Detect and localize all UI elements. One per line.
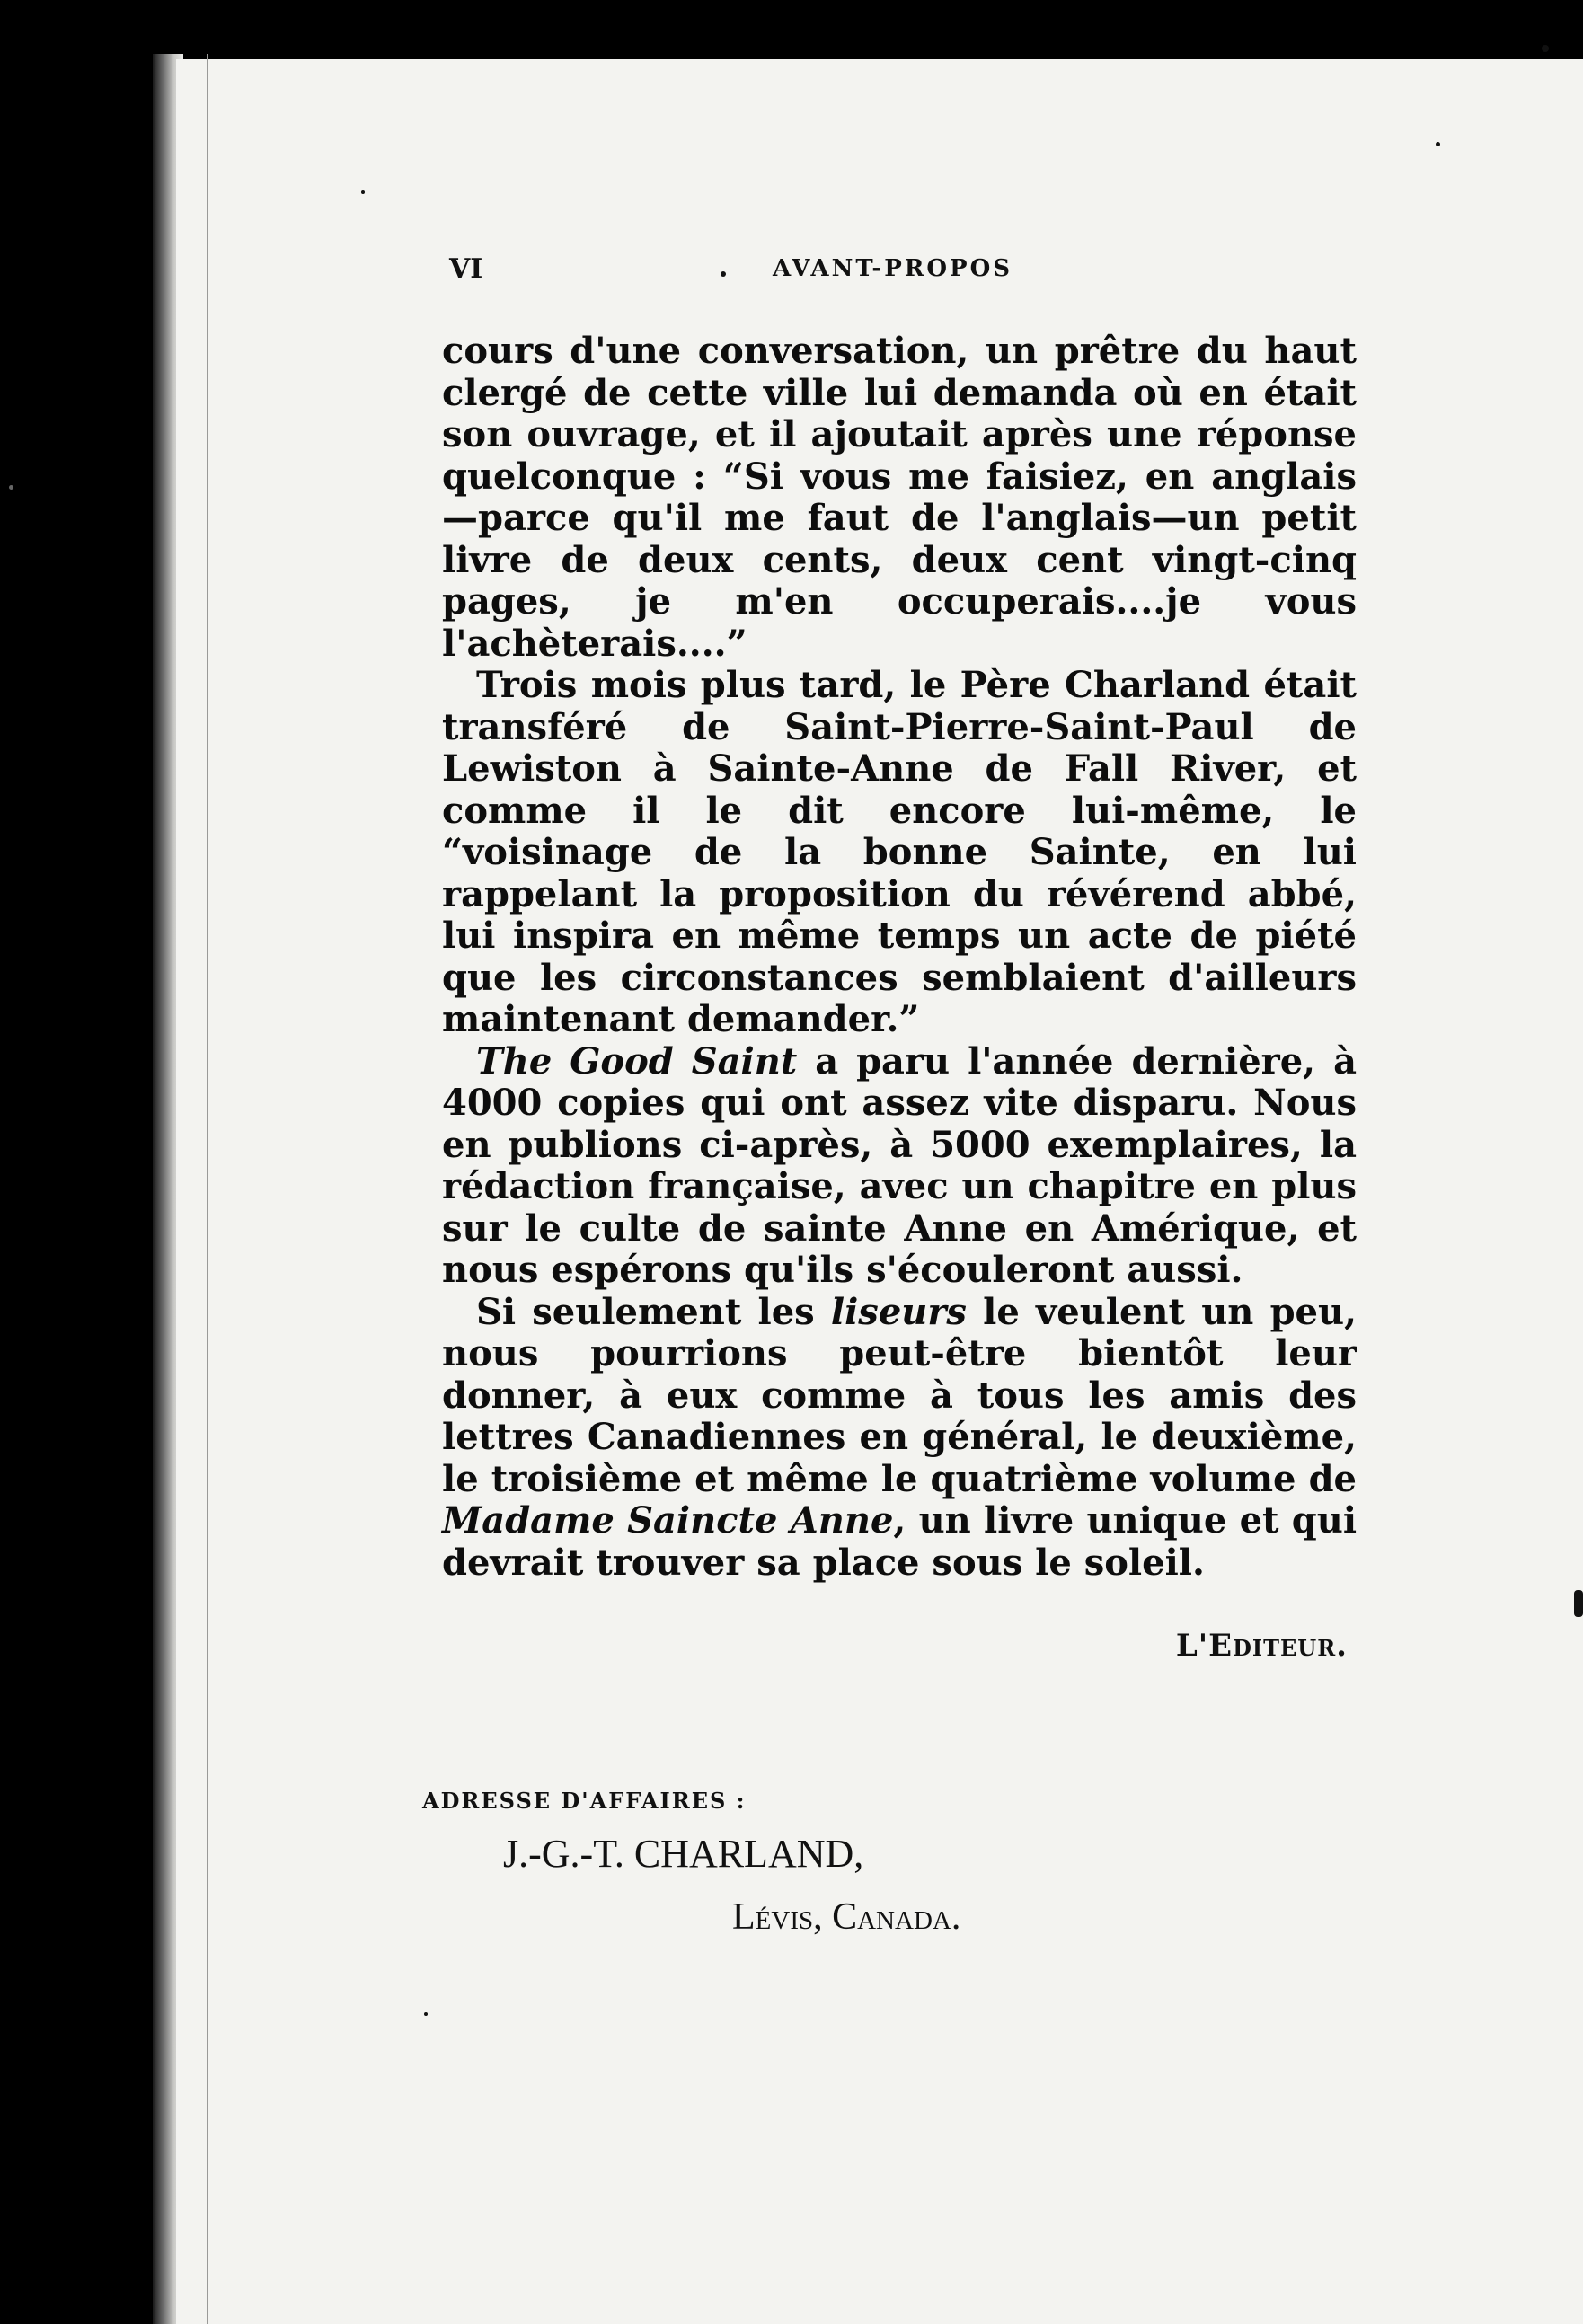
- paragraph-3-text: a paru l'année dernière, à 4000 copies qui ont assez vite disparu. Nous en publions ci-après, à 5000 exemplaires, la rédaction française, avec un chapitre en plus sur le culte de sainte Anne en Amérique, et nous espérons qu'ils s'écouleront aussi.: [442, 1039, 1357, 1291]
- paragraph-4-middle: le veulent un peu, nous pourrions peut-être bientôt leur donner, à eux comme à tous les amis des lettres Canadiennes en général, le deuxième, le troisième et même le quatrième volume de: [442, 1290, 1357, 1500]
- speck: [424, 2012, 428, 2016]
- paragraph-4-start: Si seulement les: [476, 1290, 831, 1333]
- paragraph-4-end: , un livre unique et qui devrait trouver sa place sous le soleil.: [442, 1499, 1357, 1584]
- book-title-madame-saincte-anne: Madame Saincte Anne: [442, 1499, 894, 1542]
- paragraph-1: cours d'une conversation, un prêtre du haut clergé de cette ville lui demanda où en était son ouvrage, et il ajoutait après une réponse quelconque : “Si vous me faisiez, en anglais—parce qu'il me faut de l'anglais—un petit livre de deux cents, deux cent vingt-cinq pages, je m'en occuperais....je vous l'achèterais....”: [442, 330, 1357, 665]
- word-liseurs: liseurs: [830, 1290, 967, 1333]
- speck: [9, 485, 13, 490]
- editor-signature: L'Editeur.: [1175, 1628, 1348, 1664]
- address-city: Lévis, Canada.: [732, 1896, 961, 1938]
- running-head: AVANT-PROPOS: [773, 255, 1013, 282]
- paragraph-4: [442, 1292, 1357, 1585]
- header-dot: [721, 271, 726, 277]
- speck: [1542, 45, 1549, 52]
- paragraph-2: Trois mois plus tard, le Père Charland était transféré de Saint-Pierre-Saint-Paul de Lewiston à Sainte-Anne de Fall River, et comme il le dit encore lui-même, le “voisinage de la bonne Sainte, en lui rappelant la proposition du révérend abbé, lui inspira en même temps un acte de piété que les circonstances semblaient d'ailleurs maintenant demander.”: [442, 664, 1357, 1040]
- speck: [1574, 1590, 1583, 1617]
- page-header: [449, 253, 1348, 289]
- page-fold-line: [207, 54, 208, 2324]
- address-label: ADRESSE D'AFFAIRES :: [422, 1788, 747, 1814]
- body-text: [442, 331, 1357, 1584]
- speck: [1436, 142, 1440, 146]
- speck: [361, 190, 365, 194]
- page-number: VI: [449, 253, 483, 285]
- paragraph-3: [442, 1041, 1357, 1292]
- book-title-good-saint: The Good Saint: [476, 1039, 798, 1082]
- address-name: J.-G.-T. CHARLAND,: [503, 1832, 864, 1876]
